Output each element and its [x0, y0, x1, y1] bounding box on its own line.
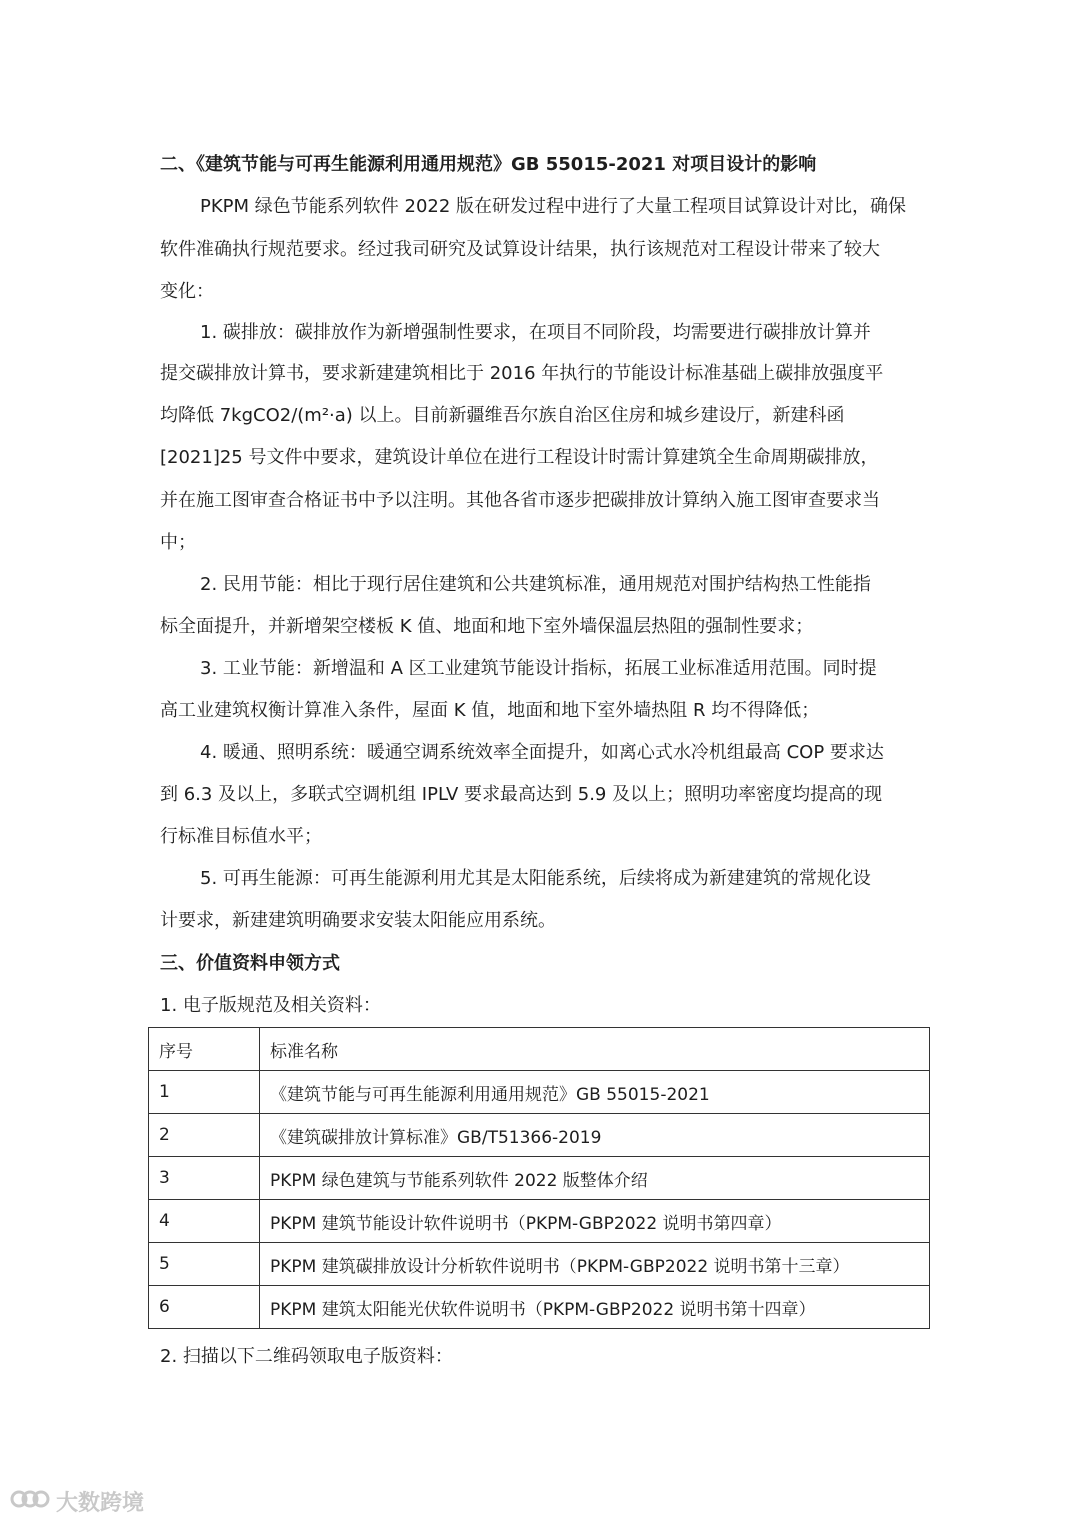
item-1-line: 1. 碳排放：碳排放作为新增强制性要求，在项目不同阶段，均需要进行碳排放计算并 [200, 322, 871, 343]
table-row [149, 1243, 930, 1286]
table-row [149, 1157, 930, 1200]
table-cell-title: PKPM 绿色建筑与节能系列软件 2022 版整体介绍 [260, 1157, 930, 1200]
table-cell-index: 4 [149, 1200, 260, 1243]
watermark [10, 1486, 144, 1517]
item-3-line: 3. 工业节能：新增温和 A 区工业建筑节能设计指标，拓展工业标准适用范围。同时提 [200, 658, 877, 679]
item-3-line: 高工业建筑权衡计算准入条件，屋面 K 值，地面和地下室外墙热阻 R 均不得降低； [160, 700, 820, 721]
item-2-line: 标全面提升，并新增架空楼板 K 值、地面和地下室外墙保温层热阻的强制性要求； [160, 616, 814, 637]
table-cell-index: 5 [149, 1243, 260, 1286]
item-5-line: 计要求，新建建筑明确要求安装太阳能应用系统。 [160, 910, 556, 931]
item-2-line: 2. 民用节能：相比于现行居住建筑和公共建筑标准，通用规范对围护结构热工性能指 [200, 574, 871, 595]
watermark-logo-icon [10, 1487, 50, 1517]
intro-line: 变化： [160, 281, 214, 302]
table-cell-title: 《建筑节能与可再生能源利用通用规范》GB 55015-2021 [260, 1071, 930, 1114]
table-cell-index: 2 [149, 1114, 260, 1157]
item-1-line: 中； [160, 532, 196, 553]
table-cell-title: 《建筑碳排放计算标准》GB/T51366-2019 [260, 1114, 930, 1157]
table-cell-index: 6 [149, 1286, 260, 1329]
section3-sub1: 1. 电子版规范及相关资料： [160, 995, 381, 1016]
section3-heading: 三、价值资料申领方式 [160, 953, 340, 974]
table-row [149, 1200, 930, 1243]
item-4-line: 4. 暖通、照明系统：暖通空调系统效率全面提升，如离心式水冷机组最高 COP 要求达 [200, 742, 884, 763]
section3-sub2: 2. 扫描以下二维码领取电子版资料： [160, 1346, 453, 1367]
table-cell-title: PKPM 建筑太阳能光伏软件说明书（PKPM-GBP2022 说明书第十四章） [260, 1286, 930, 1329]
table-cell-index: 3 [149, 1157, 260, 1200]
table-header-cell: 序号 [149, 1028, 260, 1071]
item-1-line: 并在施工图审查合格证书中予以注明。其他各省市逐步把碳排放计算纳入施工图审查要求当 [160, 490, 880, 511]
item-5-line: 5. 可再生能源：可再生能源利用尤其是太阳能系统，后续将成为新建建筑的常规化设 [200, 868, 871, 889]
item-1-line: [2021]25 号文件中要求，建筑设计单位在进行工程设计时需计算建筑全生命周期碳排放， [160, 447, 879, 468]
section2-heading: 二、《建筑节能与可再生能源利用通用规范》GB 55015-2021 对项目设计的影响 [160, 154, 817, 175]
table-row [149, 1071, 930, 1114]
item-1-line: 提交碳排放计算书，要求新建建筑相比于 2016 年执行的节能设计标准基础上碳排放强度平 [160, 363, 884, 384]
resources-table [148, 1027, 930, 1329]
table-header-row [149, 1028, 930, 1071]
watermark-text: 大数跨境 [56, 1491, 145, 1516]
item-4-line: 到 6.3 及以上，多联式空调机组 IPLV 要求最高达到 5.9 及以上；照明功率密度均提高的现 [160, 784, 883, 805]
table-cell-title: PKPM 建筑节能设计软件说明书（PKPM-GBP2022 说明书第四章） [260, 1200, 930, 1243]
intro-line: 软件准确执行规范要求。经过我司研究及试算设计结果，执行该规范对工程设计带来了较大 [160, 239, 880, 260]
table-cell-title: PKPM 建筑碳排放设计分析软件说明书（PKPM-GBP2022 说明书第十三章） [260, 1243, 930, 1286]
item-1-line: 均降低 7kgCO2/(m²·a) 以上。目前新疆维吾尔族自治区住房和城乡建设厅，新建科函 [160, 405, 845, 426]
table-row [149, 1286, 930, 1329]
table-cell-index: 1 [149, 1071, 260, 1114]
table-row [149, 1114, 930, 1157]
intro-line: PKPM 绿色节能系列软件 2022 版在研发过程中进行了大量工程项目试算设计对比，确保 [200, 196, 907, 217]
table-header-cell: 标准名称 [260, 1028, 930, 1071]
item-4-line: 行标准目标值水平； [160, 826, 322, 847]
